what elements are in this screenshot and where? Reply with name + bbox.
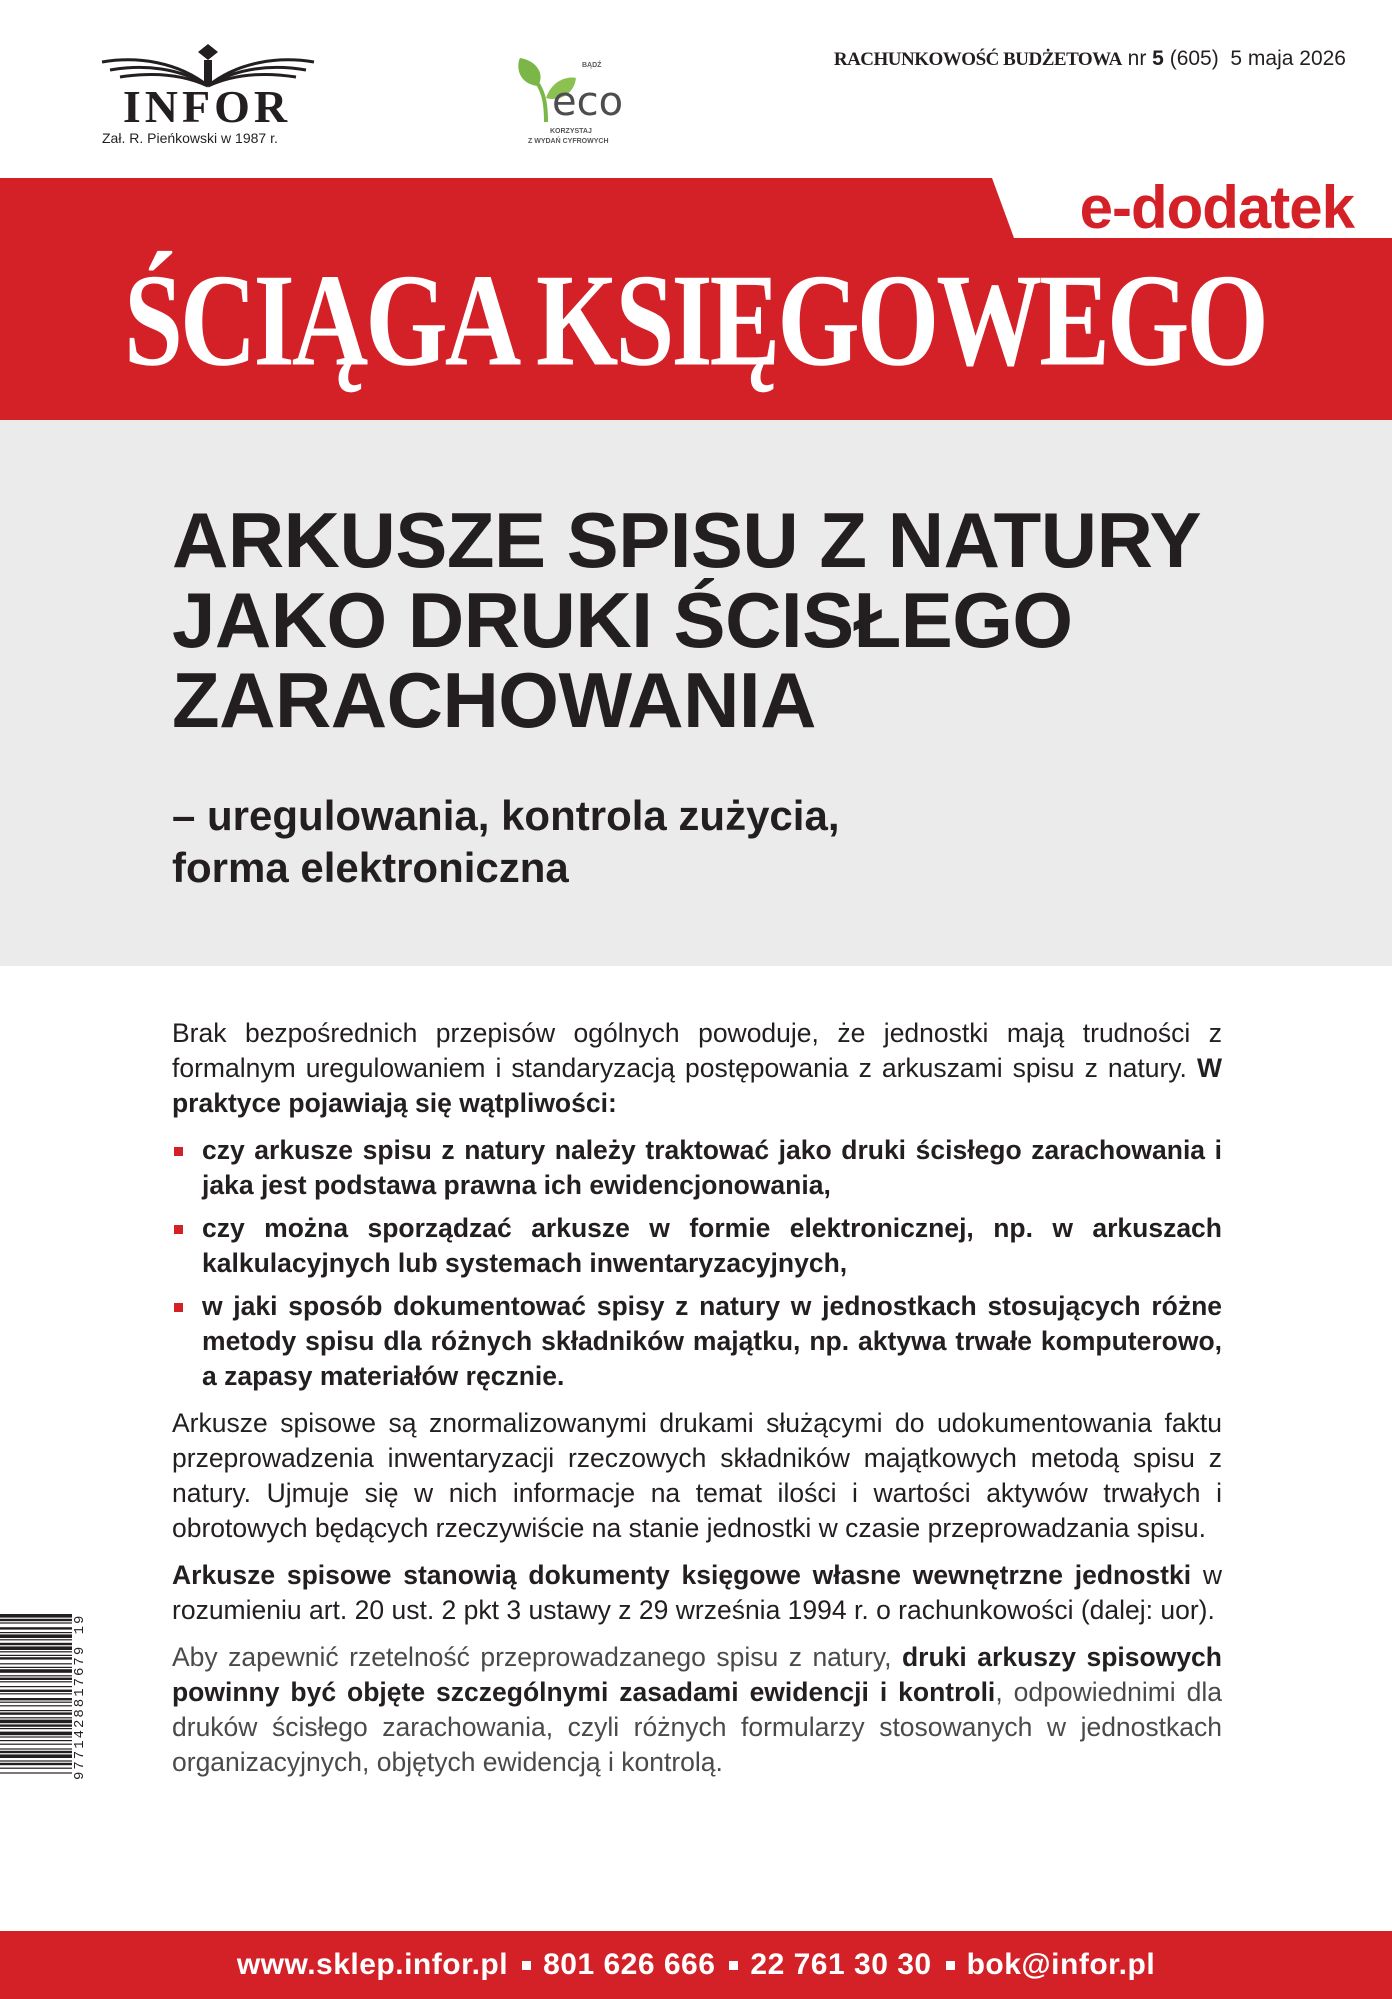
list-item-text: czy można sporządzać arkusze w formie elektronicznej, np. w arkuszach kalkulacyjnych lub systemach inwentaryzacyjnych, <box>202 1213 1222 1278</box>
intro-paragraph <box>172 1016 1222 1121</box>
eco-badge <box>516 54 636 150</box>
infor-tagline: Zał. R. Pieńkowski w 1987 r. <box>102 130 278 146</box>
paragraph-3 <box>172 1558 1222 1628</box>
barcode-digits: 9771428817679 19 <box>72 1614 88 1781</box>
list-item <box>172 1289 1222 1394</box>
square-separator-icon <box>522 1961 531 1970</box>
intro-bold: W praktyce pojawiają się wątpliwości: <box>172 1053 1222 1118</box>
paragraph-4-bold: druki arkuszy spisowych powinny być objęte szczególnymi zasadami ewidencji i kontroli <box>172 1642 1222 1707</box>
series-title: ŚCIĄGA KSIĘGOWEGO <box>124 247 1266 394</box>
eco-subtext-2: Z WYDAŃ CYFROWYCH <box>528 138 609 145</box>
square-bullet-icon <box>174 1303 183 1312</box>
subtitle-line-1: – uregulowania, kontrola zużycia, <box>172 792 840 839</box>
contact-footer <box>0 1931 1392 1999</box>
main-title-line-1: ARKUSZE SPISU Z NATURY <box>172 496 1202 584</box>
footer-email-link[interactable]: bok@infor.pl <box>966 1948 1156 1981</box>
main-title-line-3: ZARACHOWANIA <box>172 656 816 744</box>
issue-number: 5 <box>1152 47 1164 70</box>
edodatek-label: e-dodatek <box>1079 174 1354 241</box>
footer-phone-2[interactable]: 22 761 30 30 <box>750 1948 932 1981</box>
barcode <box>0 1614 72 1866</box>
paragraph-4-end: , odpowiednimi dla druków ścisłego zarachowania, czyli różnych formularzy stosowanych w jednostkach organizacyjnych, objętych ewidencją i kontrolą. <box>172 1677 1222 1777</box>
list-item <box>172 1133 1222 1203</box>
main-title <box>172 496 1292 744</box>
article-body <box>172 1016 1222 1792</box>
infor-logo <box>98 42 318 150</box>
eco-word: eco <box>552 79 624 125</box>
paragraph-4-start: Aby zapewnić rzetelność przeprowadzanego spisu z natury, <box>172 1642 902 1672</box>
square-separator-icon <box>729 1961 738 1970</box>
subtitle-line-2: forma elektroniczna <box>172 844 569 891</box>
square-separator-icon <box>946 1961 955 1970</box>
list-item <box>172 1211 1222 1281</box>
doubts-list <box>172 1133 1222 1394</box>
eco-small-text: BĄDŹ <box>582 62 602 69</box>
eco-subtext-1: KORZYSTAJ <box>550 128 592 135</box>
paragraph-2: Arkusze spisowe są znormalizowanymi drukami służącymi do udokumentowania faktu przeprowadzenia inwentaryzacji rzeczowych składników majątkowych metodą spisu z natury. Ujmuje się w nich informacje na temat ilości i wartości aktywów trwałych i obrotowych będących rzeczywiście na stanie jednostki w czasie przeprowadzania spisu. <box>172 1408 1222 1543</box>
paragraph-3-rest: w rozumieniu art. 20 ust. 2 pkt 3 ustawy z 29 września 1994 r. o rachunkowości (dalej: uor). <box>172 1560 1222 1625</box>
square-bullet-icon <box>174 1225 183 1234</box>
subtitle <box>172 790 1272 894</box>
intro-text: Brak bezpośrednich przepisów ogólnych powoduje, że jednostki mają trudności z formalnym uregulowaniem i standaryzacją postępowania z arkuszami spisu z natury. <box>172 1018 1222 1083</box>
masthead <box>834 44 1346 75</box>
issue-date: 5 maja 2026 <box>1230 47 1346 70</box>
paragraph-3-bold: Arkusze spisowe stanowią dokumenty księgowe własne wewnętrzne jednostki <box>172 1560 1192 1590</box>
paragraph-4 <box>172 1640 1222 1780</box>
footer-phone-1[interactable]: 801 626 666 <box>543 1948 716 1981</box>
list-item-text: w jaki sposób dokumentować spisy z natury w jednostkach stosujących różne metody spisu dla różnych składników majątku, np. aktywa trwałe komputerowo, a zapasy materiałów ręcznie. <box>202 1291 1222 1391</box>
list-item-text: czy arkusze spisu z natury należy traktować jako druki ścisłego zarachowania i jaka jest podstawa prawna ich ewidencjonowania, <box>202 1135 1222 1200</box>
issue-total: (605) <box>1169 47 1219 70</box>
publication-name: RACHUNKOWOŚĆ BUDŻETOWA <box>833 49 1122 70</box>
issue-nr-label: nr <box>1127 47 1147 70</box>
main-title-line-2: JAKO DRUKI ŚCISŁEGO <box>172 576 1073 664</box>
square-bullet-icon <box>174 1147 183 1156</box>
infor-wordmark: INFOR <box>122 81 292 132</box>
footer-website-link[interactable]: www.sklep.infor.pl <box>236 1948 509 1981</box>
